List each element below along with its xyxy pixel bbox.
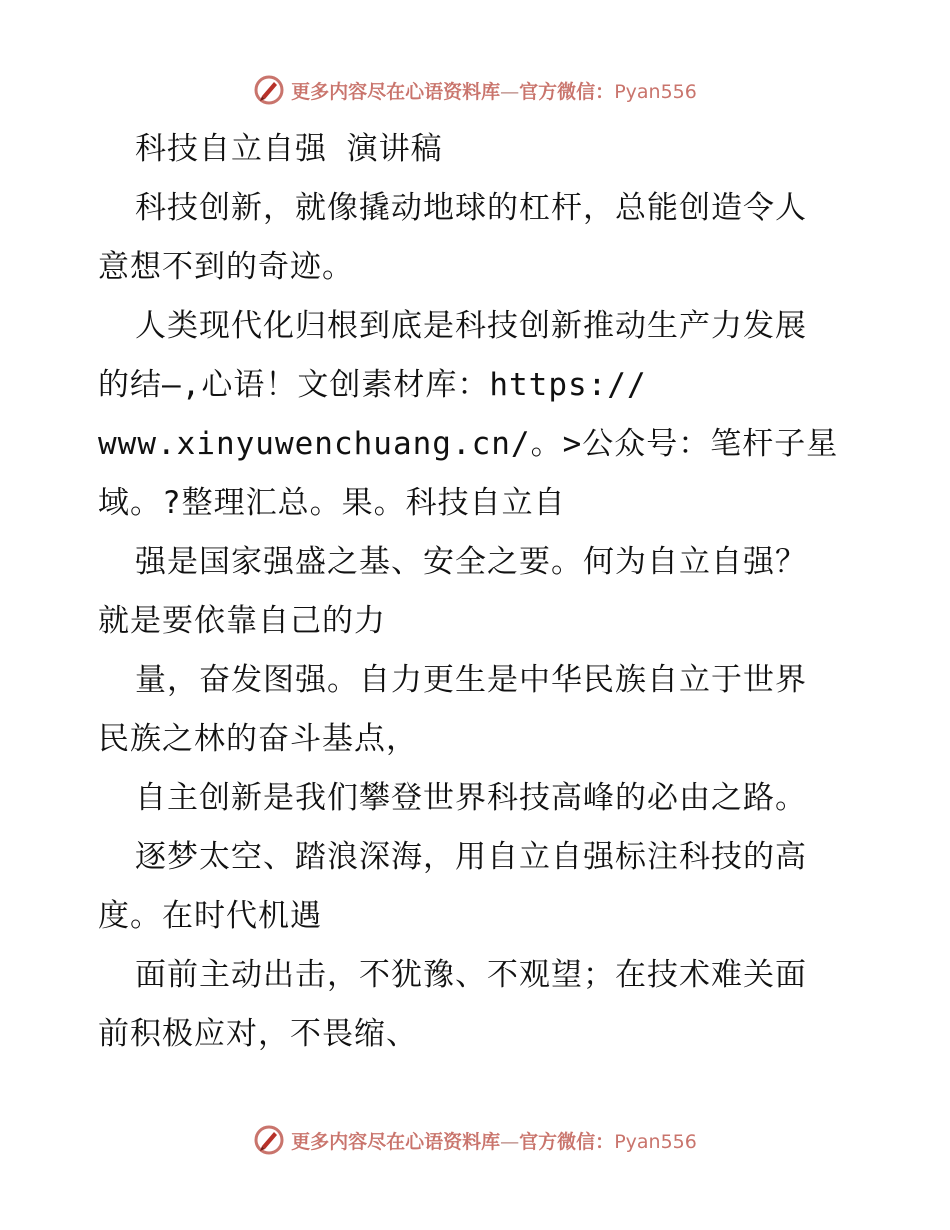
header-banner [0,70,950,110]
document-title: 科技自立自强 演讲稿 [135,131,443,167]
paragraph-line: www.xinyuwenchuang.cn/。>公众号：笔杆子星 [98,426,839,462]
header-site-text: 更多内容尽在心语资料库 [291,80,501,103]
paragraph-line: 前积极应对，不畏缩、 [98,1016,418,1052]
paragraph-line: 量，奋发图强。自力更生是中华民族自立于世界 [135,662,807,698]
pen-logo-icon [253,74,285,106]
footer-banner [0,1120,950,1160]
pen-logo-icon [253,1124,285,1156]
paragraph-line: 的结—,心语！文创素材库：https:// [98,367,647,403]
paragraph-line: 自主创新是我们攀登世界科技高峰的必由之路。 [135,780,807,816]
footer-dash: — [500,1130,520,1153]
paragraph-line: 意想不到的奇迹。 [98,249,354,285]
header-text [291,77,697,104]
footer-site-text: 更多内容尽在心语资料库 [291,1130,501,1153]
footer-text [291,1127,697,1154]
footer-wechat-id: Pyan556 [614,1130,697,1153]
paragraph-line: 逐梦太空、踏浪深海，用自立自强标注科技的高 [135,839,807,875]
paragraph-line: 人类现代化归根到底是科技创新推动生产力发展 [135,308,807,344]
header-wechat-label: 官方微信： [519,80,615,103]
document-body [98,120,858,1064]
paragraph-line: 面前主动出击，不犹豫、不观望；在技术难关面 [135,957,807,993]
paragraph-line: 度。在时代机遇 [98,898,322,934]
footer-wechat-label: 官方微信： [519,1130,615,1153]
header-wechat-id: Pyan556 [614,80,697,103]
paragraph-line: 就是要依靠自己的力 [98,603,386,639]
paragraph-line: 强是国家强盛之基、安全之要。何为自立自强？ [135,544,807,580]
paragraph-line: 域。?整理汇总。果。科技自立自 [98,485,566,521]
paragraph-line: 科技创新，就像撬动地球的杠杆，总能创造令人 [135,190,807,226]
header-dash: — [500,80,520,103]
paragraph-line: 民族之林的奋斗基点， [98,721,418,757]
